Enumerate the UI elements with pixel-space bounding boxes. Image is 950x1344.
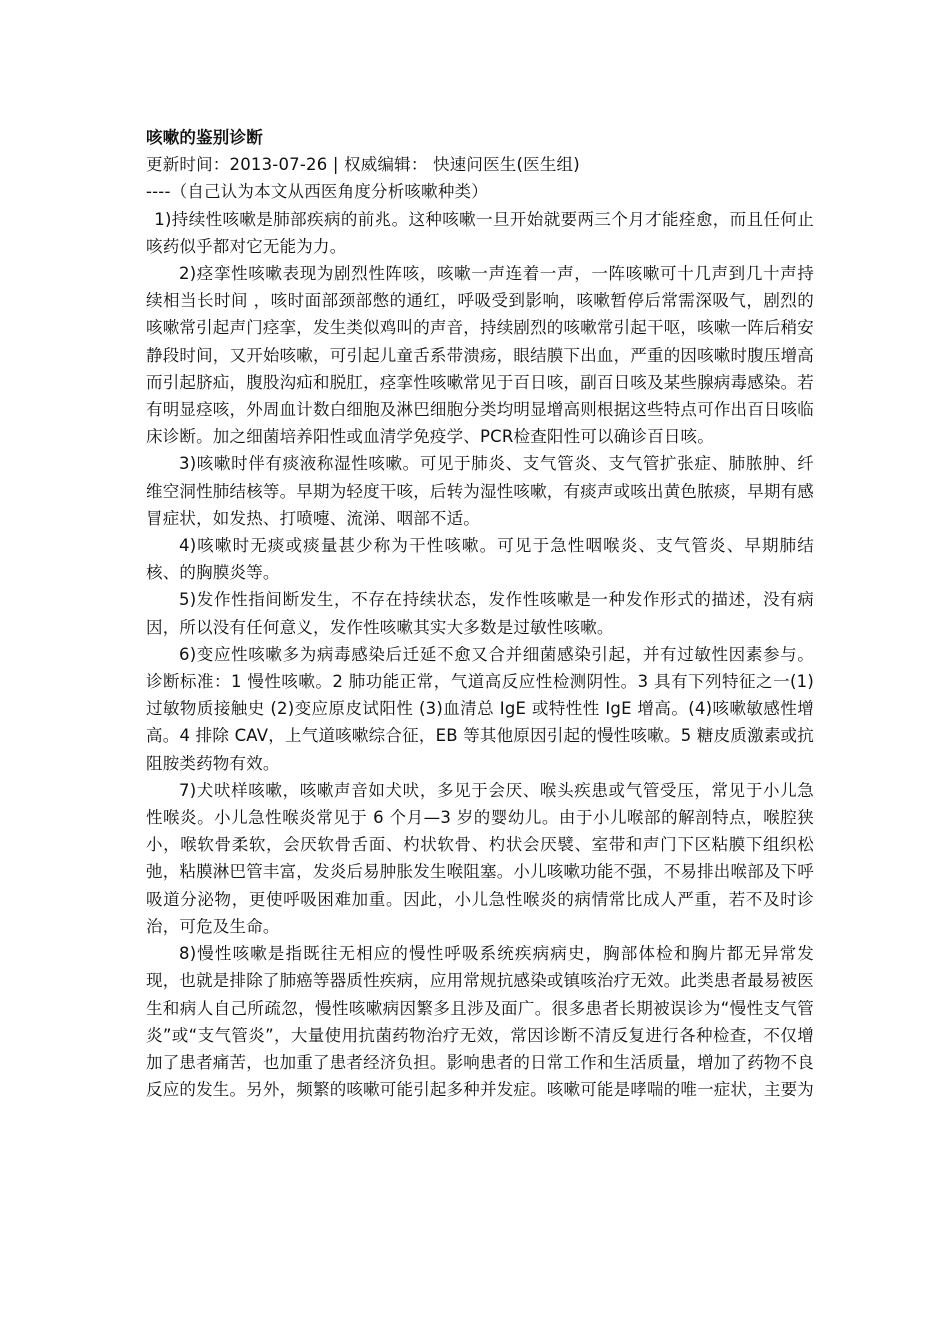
- paragraph-7: 7)犬吠样咳嗽，咳嗽声音如犬吠，多见于会厌、喉头疾患或气管受压，常见于小儿急性喉炎。小儿急性喉炎常见于 6 个月—3 岁的婴幼儿。由于小儿喉部的解剖特点，喉腔狭小，喉软骨柔软，会厌软骨舌面、杓状软骨、杓状会厌襞、室带和声门下区粘膜下组织松弛，粘膜淋巴管丰富，发炎后易肿胀发生喉阻塞。小儿咳嗽功能不强，不易排出喉部及下呼吸道分泌物，更使呼吸困难加重。因此，小儿急性喉炎的病情常比成人严重，若不及时诊治，可危及生命。: [146, 780, 814, 936]
- paragraph-2: 2)痉挛性咳嗽表现为剧烈性阵咳，咳嗽一声连着一声，一阵咳嗽可十几声到几十声持续相当长时间 ，咳时面部颈部憋的通红，呼吸受到影响，咳嗽暂停后常需深吸气，剧烈的咳嗽常引起声门痉挛，发生类似鸡叫的声音，持续剧烈的咳嗽常引起干呕，咳嗽一阵后稍安静段时间，又开始咳嗽，可引起儿童舌系带溃疡，眼结膜下出血，严重的因咳嗽时腹压增高而引起脐疝，腹股沟疝和脱肛，痉挛性咳嗽常见于百日咳，副百日咳及某些腺病毒感染。若有明显痉咳，外周血计数白细胞及淋巴细胞分类均明显增高则根据这些特点可作出百日咳临床诊断。加之细菌培养阳性或血清学免疫学、PCR检查阳性可以确诊百日咳。: [146, 264, 814, 447]
- paragraph-6: 6)变应性咳嗽多为病毒感染后迁延不愈又合并细菌感染引起，并有过敏性因素参与。诊断标准：1 慢性咳嗽。2 肺功能正常，气道高反应性检测阴性。3 具有下列特征之一(1)过敏物质接触史 (2)变应原皮试阳性 (3)血清总 IgE 或特性性 IgE 增高。(4)咳嗽敏感性增高。4 排除 CAV，上气道咳嗽综合征，EB 等其他原因引起的慢性咳嗽。5 糖皮质激素或抗阻胺类药物有效。: [146, 644, 814, 773]
- document-body: [146, 124, 814, 1103]
- document-title: 咳嗽的鉴别诊断: [146, 128, 263, 147]
- document-meta: 更新时间：2013-07-26 | 权威编辑： 快速问医生(医生组): [146, 155, 580, 175]
- paragraph-1: 1)持续性咳嗽是肺部疾病的前兆。这种咳嗽一旦开始就要两三个月才能痊愈，而且任何止咳药似乎都对它无能为力。: [146, 209, 814, 256]
- paragraph-3: 3)咳嗽时伴有痰液称湿性咳嗽。可见于肺炎、支气管炎、支气管扩张症、肺脓肿、纤维空洞性肺结核等。早期为轻度干咳，后转为湿性咳嗽，有痰声或咳出黄色脓痰，早期有感冒症状，如发热、打喷嚏、流涕、咽部不适。: [146, 454, 814, 528]
- paragraph-5: 5)发作性指间断发生，不存在持续状态，发作性咳嗽是一种发作形式的描述，没有病因，所以没有任何意义，发作性咳嗽其实大多数是过敏性咳嗽。: [146, 590, 814, 637]
- paragraph-8: 8)慢性咳嗽是指既往无相应的慢性呼吸系统疾病病史，胸部体检和胸片都无异常发现，也就是排除了肺癌等器质性疾病，应用常规抗感染或镇咳治疗无效。此类患者最易被医生和病人自己所疏忽，慢性咳嗽病因繁多且涉及面广。很多患者长期被误诊为“慢性支气管炎”或“支气管炎”，大量使用抗菌药物治疗无效，常因诊断不清反复进行各种检查，不仅增加了患者痛苦，也加重了患者经济负担。影响患者的日常工作和生活质量，增加了药物不良反应的发生。另外，频繁的咳嗽可能引起多种并发症。咳嗽可能是哮喘的唯一症状，主要为: [146, 944, 814, 1100]
- paragraph-4: 4)咳嗽时无痰或痰量甚少称为干性咳嗽。可见于急性咽喉炎、支气管炎、早期肺结核、的胸膜炎等。: [146, 536, 814, 583]
- document-note: ----（自己认为本文从西医角度分析咳嗽种类）: [146, 182, 488, 202]
